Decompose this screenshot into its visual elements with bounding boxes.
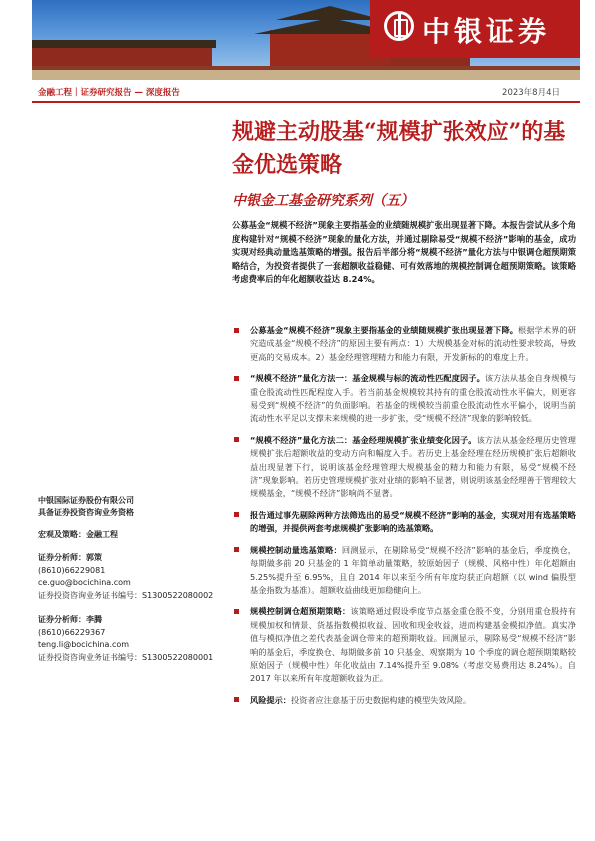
palace-roof-left xyxy=(32,40,216,48)
analyst-card xyxy=(38,614,218,664)
key-point-text: 该方法从基金经理历史管理规模扩张后超额收益的变动方向和幅度入手。若历史上基金经理在经历规模扩张后超额收益出现显著下行，说明该基金经理管理大规模基金的精力和能力有限，易受“规模不经济”现象影响。若历史管理规模扩张对业绩的影响不显著，则说明该基金经理善于管理较大规模基金，“规模不经济”影响尚不显著。 xyxy=(250,434,576,499)
analyst-email[interactable]: ce.guo@bocichina.com xyxy=(38,578,131,587)
analyst-cert: 证券投资咨询业务证书编号：S1300522080002 xyxy=(38,590,214,600)
key-point-text: 投资者应注意基于历史数据构建的模型失效风险。 xyxy=(290,694,472,705)
palace-plaza xyxy=(32,70,580,80)
analyst-phone: (8610)66229367 xyxy=(38,627,106,637)
report-abstract: 公募基金“规模不经济”现象主要指基金的业绩随规模扩张出现显著下降。本报告尝试从多个角度构建针对“规模不经济”现象的量化方法，并通过剔除易受“规模不经济”影响的基金，成功实现对经典动量选基策略的增强。报告后半部分将“规模不经济”量化方法与中银调仓超预期策略结合，为投资者提供了一套超额收益稳健、可有效落地的规模控制调仓超预期策略。该策略考虑费率后的年化超额收益达 8.24%。 xyxy=(232,220,576,285)
report-meta-bar xyxy=(32,84,580,100)
key-point xyxy=(232,694,576,707)
key-point-lead: “规模不经济”量化方法一：基金规模与标的流动性匹配度因子。 xyxy=(250,373,485,384)
org-name: 中银国际证券股份有限公司 xyxy=(38,496,134,505)
key-point-lead: 公募基金“规模不经济”现象主要指基金的业绩随规模扩张出现显著下降。 xyxy=(250,325,519,335)
key-point-lead: 风险提示： xyxy=(250,694,291,705)
analyst-name: 证券分析师：李腾 xyxy=(38,615,102,624)
palace-roof-upper xyxy=(276,6,384,20)
key-point-lead: “规模不经济”量化方法二：基金经理规模扩张业绩变化因子。 xyxy=(250,434,477,445)
key-point xyxy=(232,544,576,598)
brand-block xyxy=(370,0,580,58)
boc-logo-icon xyxy=(384,11,414,41)
key-point-text: 该方法从基金自身规模与重仓股流动性匹配程度入手。若当前基金规模较其持有的重仓股流动性水平偏大，则更容易受到“规模不经济”的负面影响。若基金的规模较当前重仓股流动性水平偏小，说明当前流动性水平足以支撑未来规模的进一步扩张，受“规模不经济”现象的影响较低。 xyxy=(250,373,576,424)
analyst-phone: (8610)66229081 xyxy=(38,565,106,575)
analyst-name: 证券分析师：郭策 xyxy=(38,553,102,562)
brand-name: 中银证券 xyxy=(422,15,551,48)
report-series: 中银金工基金研究系列（五） xyxy=(232,193,414,209)
key-point xyxy=(232,372,576,426)
key-point-text: 回测显示，在剔除易受“规模不经济”影响的基金后，季度换仓，每期做多前 20 只基金的 1 年简单动量策略，较原始因子（规模、风格中性）年化超额由 5.25%提升至 6.95%，且自 2014 年以来至今所有年度均获正向超额（以 wind 偏股型基金指数为基准）。超额收益曲线更加稳健向上。 xyxy=(250,544,576,595)
sidebar-info xyxy=(38,495,218,664)
key-point xyxy=(232,509,576,536)
analyst-cert: 证券投资咨询业务证书编号：S1300522080001 xyxy=(38,652,214,662)
header-banner xyxy=(32,0,580,80)
report-category: 金融工程｜证券研究报告 — 深度报告 xyxy=(38,88,180,98)
org-qualification: 具备证券投资咨询业务资格 xyxy=(38,508,134,517)
key-point-text: 该策略通过假设季度节点基金重仓股不变，分别用重仓股持有规模加权和情景、货基指数模拟收益、因收和现金收益，进而构建基金模拟净值。真实净值与模拟净值之差代表基金调仓带来的超预期收益。回测显示，剔除易受“规模不经济”影响的基金后，季度换仓、每期做多前 10 只基金、观察期为 10 个季度的调仓超预期策略较原始因子（规模中性）年化收益由 7.14%提升至 9.08%（考虑交易费用达 8.24%）。自 2017 年以来所有年度超额收益为正。 xyxy=(250,606,576,684)
report-title: 规避主动股基“规模扩张效应”的基金优选策略 xyxy=(232,119,566,178)
report-date: 2023年8月4日 xyxy=(502,88,560,98)
category-label: 宏观及策略： xyxy=(38,530,86,539)
key-point xyxy=(232,605,576,685)
key-point-lead: 规模控制动量选基策略： xyxy=(250,544,342,555)
key-point xyxy=(232,434,576,501)
key-point-lead: 报告通过事先剔除两种方法筛选出的易受“规模不经济”影响的基金，实现对用有选基策略的增强，并提供两套考虑规模扩张影响的选基策略。 xyxy=(250,509,576,534)
analyst-email[interactable]: teng.li@bocichina.com xyxy=(38,640,130,649)
header-divider xyxy=(32,101,580,103)
key-point xyxy=(232,324,576,364)
key-points xyxy=(232,324,576,715)
category-value: 金融工程 xyxy=(86,530,118,539)
key-point-text: 根据学术界的研究造成基金“规模不经济”的原因主要有两点：1）大规模基金对标的流动性要求较高，导致更高的交易成本。2）基金经理管理精力和能力有限，开发新标的的难度上升。 xyxy=(250,325,576,362)
research-category xyxy=(38,529,218,540)
key-point-lead: 规模控制调仓超预期策略： xyxy=(250,606,351,617)
analyst-card xyxy=(38,552,218,602)
palace-wall-left xyxy=(32,48,212,68)
